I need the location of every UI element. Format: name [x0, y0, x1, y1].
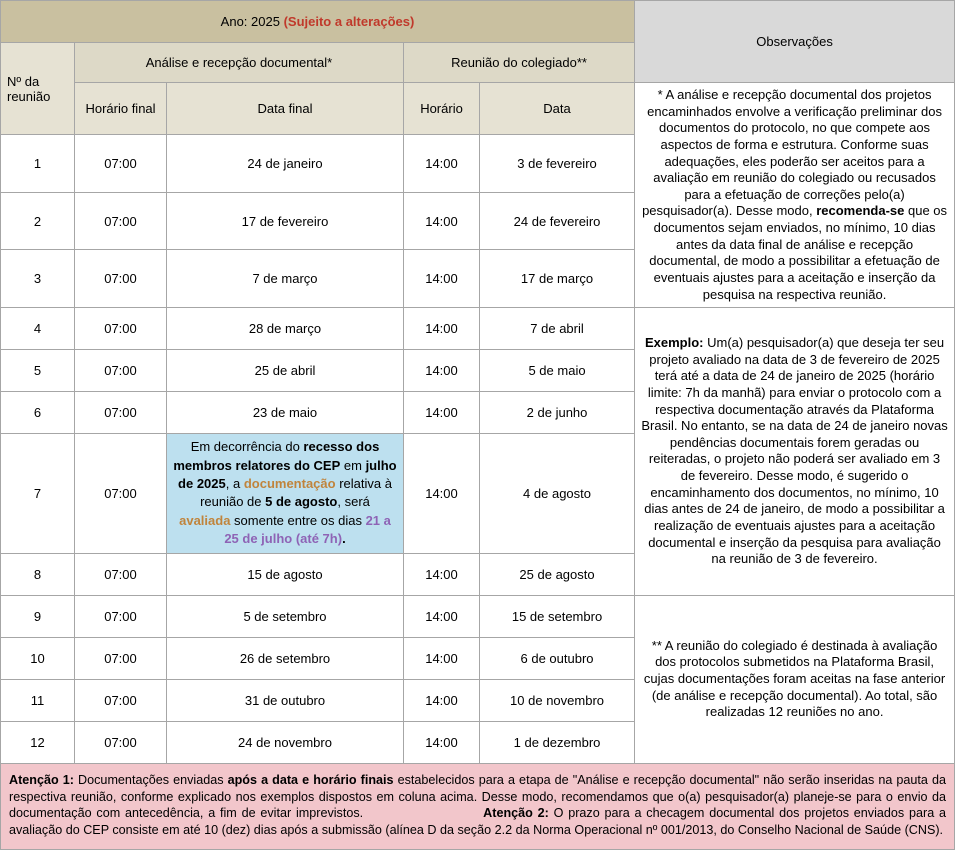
recess-note-p7: .	[342, 531, 346, 547]
row-meeting-time: 14:00	[404, 250, 480, 308]
row-meeting-time: 14:00	[404, 135, 480, 193]
row-number: 10	[1, 637, 75, 679]
observation-example	[635, 308, 955, 596]
row-meeting-time: 14:00	[404, 434, 480, 554]
col-header-date: Data	[480, 83, 635, 135]
row-meeting-time: 14:00	[404, 721, 480, 763]
footer-attention-2-text: O prazo para a checagem documental dos projetos enviados para a avaliação do CEP consiste em até 10 (dez) dias após a submissão (alínea D da seção 2.2 da Norma Operacional nº 001/2013, do Conselho Nacional de Saúde (CNS).	[9, 806, 946, 838]
row-meeting-date: 17 de março	[480, 250, 635, 308]
row-final-time: 07:00	[75, 637, 167, 679]
recess-note-b2: julho de 2025	[178, 457, 397, 492]
row-final-date: 17 de fevereiro	[167, 192, 404, 250]
col-header-final-date: Data final	[167, 83, 404, 135]
row-number: 6	[1, 392, 75, 434]
recess-note-p4: relativa à reunião de	[200, 476, 392, 510]
row-final-time: 07:00	[75, 250, 167, 308]
row-final-date: 15 de agosto	[167, 553, 404, 595]
observations-header: Observações	[635, 1, 955, 83]
row-number: 9	[1, 595, 75, 637]
row-meeting-time: 14:00	[404, 595, 480, 637]
row-final-date: 23 de maio	[167, 392, 404, 434]
row-meeting-date: 10 de novembro	[480, 679, 635, 721]
observation-note-1-part2: que os documentos sejam enviados, no mínimo, 10 dias antes da data final de análise e recepção documental, de modo a possibilitar a efetuação de eventuais ajustes para a aceitação e inserção da pesquisa na respectiva reunião.	[649, 203, 948, 302]
row-meeting-date: 3 de fevereiro	[480, 135, 635, 193]
year-label: Ano: 2025	[220, 14, 280, 29]
row-number: 11	[1, 679, 75, 721]
row-meeting-date: 15 de setembro	[480, 595, 635, 637]
footer-attention-1-p1: Documentações enviadas	[73, 772, 228, 787]
recess-note-p2: em	[340, 457, 366, 473]
recess-note-b1: recesso dos membros relatores do CEP	[173, 439, 380, 473]
row-final-time: 07:00	[75, 721, 167, 763]
row-final-time: 07:00	[75, 434, 167, 554]
row-final-time: 07:00	[75, 595, 167, 637]
col-header-time: Horário	[404, 83, 480, 135]
row-meeting-date: 25 de agosto	[480, 553, 635, 595]
footer-attention-1-bold: após a data e horário finais	[227, 772, 394, 787]
row-final-time: 07:00	[75, 679, 167, 721]
footer-attention-2-label: Atenção 2:	[483, 806, 549, 821]
row-final-date: 25 de abril	[167, 350, 404, 392]
footer-attention-1-label: Atenção 1:	[9, 772, 74, 787]
observation-example-label: Exemplo:	[644, 335, 704, 351]
row-meeting-date: 24 de fevereiro	[480, 192, 635, 250]
row-meeting-time: 14:00	[404, 637, 480, 679]
row-number: 8	[1, 553, 75, 595]
row-number: 2	[1, 192, 75, 250]
row-final-date: 24 de novembro	[167, 721, 404, 763]
recess-note-p3: , a	[225, 476, 244, 492]
row-meeting-time: 14:00	[404, 350, 480, 392]
table-header-year-row	[1, 1, 955, 43]
observation-note-2: ** A reunião do colegiado é destinada à avaliação dos protocolos submetidos na Plataforma Brasil, cujas documentações foram aceitas na fase anterior (de análise e recepção documental). Ao total, são realizadas 12 reuniões no ano.	[635, 595, 955, 763]
col-header-analysis-group: Análise e recepção documental*	[75, 43, 404, 83]
year-warning: (Sujeito a alterações)	[283, 14, 415, 29]
row-final-time: 07:00	[75, 308, 167, 350]
row-meeting-date: 1 de dezembro	[480, 721, 635, 763]
table-row	[1, 308, 955, 350]
recess-note-p6: somente entre os dias	[230, 512, 366, 528]
year-header-cell	[1, 1, 635, 43]
row-final-time: 07:00	[75, 350, 167, 392]
row-meeting-time: 14:00	[404, 679, 480, 721]
row-meeting-time: 14:00	[404, 308, 480, 350]
row-number: 5	[1, 350, 75, 392]
row-final-time: 07:00	[75, 392, 167, 434]
row-final-time: 07:00	[75, 192, 167, 250]
col-header-final-time: Horário final	[75, 83, 167, 135]
row-meeting-date: 6 de outubro	[480, 637, 635, 679]
row-number: 12	[1, 721, 75, 763]
row-number: 1	[1, 135, 75, 193]
row-final-time: 07:00	[75, 135, 167, 193]
row-meeting-date: 5 de maio	[480, 350, 635, 392]
table-row	[1, 595, 955, 637]
recess-note-u1: 21 a 25 de julho (até 7h)	[224, 512, 391, 547]
row-number: 7	[1, 434, 75, 554]
row-final-time: 07:00	[75, 553, 167, 595]
recess-note-o1: documentação	[243, 476, 336, 492]
recess-note	[167, 434, 404, 554]
row-meeting-time: 14:00	[404, 553, 480, 595]
row-final-date: 7 de março	[167, 250, 404, 308]
row-meeting-date: 2 de junho	[480, 392, 635, 434]
footer-attention-1-p2: estabelecidos para a etapa de "Análise e recepção documental" não serão inseridas na pauta da respectiva reunião, conforme explicado nos exemplos dispostos em coluna acima. Desse modo, recomendamos que o(a) pesquisador(a) planeje-se para o envio da documentação com antecedência, a fim de evitar imprevistos.	[9, 772, 946, 821]
row-meeting-date: 4 de agosto	[480, 434, 635, 554]
footer-warnings	[0, 764, 955, 850]
observation-note-1-part1: * A análise e recepção documental dos projetos encaminhados envolve a verificação preliminar dos documentos do protocolo, no que compete aos aspectos de forma e estrutura. Conforme suas adequações, eles poderão ser aceitos para a avaliação em reunião do colegiado ou recusados para a efetuação de correções pelo(a) pesquisador(a). Desse modo,	[642, 87, 942, 219]
observation-note-1	[635, 83, 955, 308]
row-meeting-time: 14:00	[404, 392, 480, 434]
col-header-meeting-number: Nº da reunião	[1, 43, 75, 135]
observation-note-1-bold: recomenda-se	[816, 203, 905, 219]
row-number: 3	[1, 250, 75, 308]
col-header-meeting-group: Reunião do colegiado**	[404, 43, 635, 83]
table-header-sub-row	[1, 83, 955, 135]
recess-note-b3: 5 de agosto	[265, 494, 338, 510]
row-final-date: 5 de setembro	[167, 595, 404, 637]
row-meeting-time: 14:00	[404, 192, 480, 250]
row-final-date: 31 de outubro	[167, 679, 404, 721]
row-number: 4	[1, 308, 75, 350]
row-meeting-date: 7 de abril	[480, 308, 635, 350]
row-final-date: 24 de janeiro	[167, 135, 404, 193]
recess-note-o2: avaliada	[179, 512, 231, 528]
row-final-date: 28 de março	[167, 308, 404, 350]
recess-note-p5: , será	[337, 494, 370, 510]
observation-example-text: Um(a) pesquisador(a) que deseja ter seu projeto avaliado na data de 3 de fevereiro de 2025 terá até a data de 24 de janeiro de 2025 (horário limite: 7h da manhã) para enviar o protocolo com a respectiva documentação através da Plataforma Brasil. No entanto, se na data de 24 de janeiro novas pendências documentais forem geradas ou reiteradas, o projeto não poderá ser avaliado em 3 de fevereiro. Desse modo, é sugerido o encaminhamento dos documentos, no mínimo, 10 dias antes de 24 de janeiro, de modo a possibilitar a realização de eventuais ajustes para a aceitação documental e inserção da pesquisa para avaliação na reunião de 3 de fevereiro.	[641, 335, 948, 567]
recess-note-p1: Em decorrência do	[190, 439, 304, 455]
row-final-date: 26 de setembro	[167, 637, 404, 679]
